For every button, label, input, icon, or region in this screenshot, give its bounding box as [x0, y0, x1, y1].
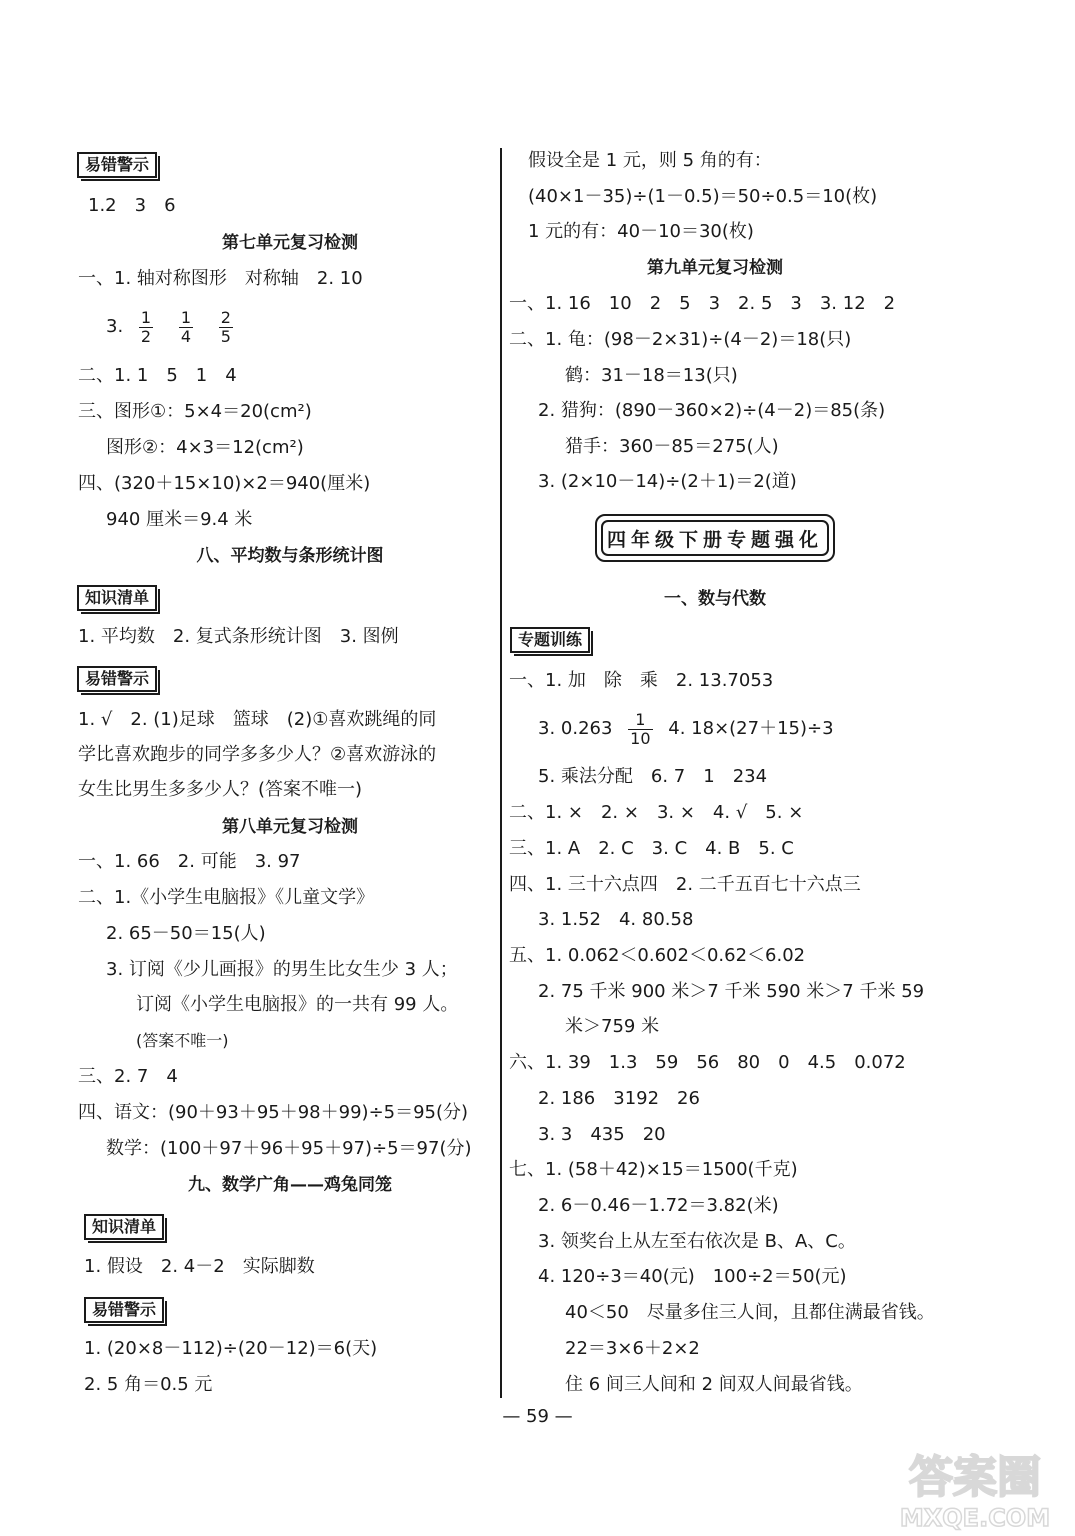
section-banner: [595, 514, 835, 562]
answer-line: 3. 3 435 20: [538, 1124, 666, 1145]
answer-line: 2. 5 角＝0.5 元: [84, 1374, 213, 1395]
section-banner-text: 四年级下册专题强化: [601, 520, 829, 556]
answer-line: 一、1. 轴对称图形 对称轴 2. 10: [78, 268, 363, 289]
answer-line: 四、1. 三十六点四 2. 二千五百七十六点三: [509, 874, 861, 895]
answer-line: 1. √ 2. (1)足球 篮球 (2)①喜欢跳绳的同: [78, 709, 437, 730]
answer-line: 四、(320＋15×10)×2＝940(厘米): [78, 473, 371, 494]
answer-line-fractions: [106, 304, 243, 350]
answer-line: 40＜50 尽量多住三人间，且都住满最省钱。: [565, 1302, 935, 1323]
answer-line: 2. 75 千米 900 米＞7 千米 590 米＞7 千米 59: [538, 981, 925, 1002]
answer-line: 女生比男生多多少人？(答案不唯一): [78, 779, 363, 800]
answer-line: 940 厘米＝9.4 米: [106, 509, 253, 530]
answer-line: 猎手：360－85＝275(人): [565, 436, 779, 457]
answer-line: 1 元的有：40－10＝30(枚): [528, 221, 754, 242]
answer-line: (答案不唯一): [136, 1031, 229, 1050]
answer-line: 2. 65－50＝15(人): [106, 923, 266, 944]
easy-error-label: 易错警示: [77, 666, 157, 692]
answer-line: 4. 120÷3＝40(元) 100÷2＝50(元): [538, 1266, 847, 1287]
answer-line: 三、图形①：5×4＝20(cm²): [78, 401, 312, 422]
answer-line: 鹤：31－18＝13(只): [565, 365, 738, 386]
easy-error-label: 易错警示: [84, 1297, 164, 1323]
answer-line: 图形②：4×3＝12(cm²): [106, 437, 304, 458]
answer-line: 2. 186 3192 26: [538, 1088, 700, 1109]
easy-error-label: 易错警示: [77, 152, 157, 178]
answer-line: 七、1. (58＋42)×15＝1500(千克): [509, 1159, 798, 1180]
answer-line: 订阅《小学生电脑报》的一共有 99 人。: [136, 994, 459, 1015]
answer-line: 假设全是 1 元，则 5 角的有：: [528, 150, 772, 171]
fraction: $\frac{1}{4}$: [180, 307, 192, 346]
answer-line: 1. 平均数 2. 复式条形统计图 3. 图例: [78, 626, 399, 647]
answer-line: 3. (2×10－14)÷(2＋1)＝2(道): [538, 471, 797, 492]
page-number: — 59 —: [502, 1406, 573, 1427]
answer-line: 四、语文：(90＋93＋95＋98＋99)÷5＝95(分): [78, 1102, 469, 1123]
answer-line: 3. 领奖台上从左至右依次是 B、A、C。: [538, 1231, 856, 1252]
answer-line: 三、1. A 2. C 3. C 4. B 5. C: [509, 838, 794, 859]
unit9-title: 第九单元复习检测: [647, 258, 783, 278]
answer-line-fraction: [538, 706, 834, 752]
answer-line: 3. 1.52 4. 80.58: [538, 909, 694, 930]
answer-line: 二、1. 1 5 1 4: [78, 365, 237, 386]
answer-line: 一、1. 加 除 乘 2. 13.7053: [509, 670, 774, 691]
answer-line: 2. 猎狗：(890－360×2)÷(4－2)＝85(条): [538, 400, 886, 421]
answer-line: 1. (20×8－112)÷(20－12)＝6(天): [84, 1338, 378, 1359]
special-training-label: 专题训练: [510, 627, 590, 653]
answer-line: 一、1. 66 2. 可能 3. 97: [78, 851, 301, 872]
fraction: $\frac{1}{2}$: [140, 307, 152, 346]
watermark-logo: [880, 1440, 1070, 1532]
answer-line: 三、2. 7 4: [78, 1066, 178, 1087]
unit7-title: 第七单元复习检测: [222, 233, 358, 253]
knowledge-label: 知识清单: [84, 1214, 164, 1240]
answer-line: 3. 订阅《少儿画报》的男生比女生少 3 人；: [106, 959, 458, 980]
fraction: $\frac{2}{5}$: [220, 307, 231, 346]
unit8-title: 第八单元复习检测: [222, 817, 358, 837]
answer-text: 4. 18×(27＋15)÷3: [668, 718, 834, 739]
chapter8-title: 八、平均数与条形统计图: [196, 546, 384, 566]
answer-line: 米＞759 米: [565, 1016, 660, 1037]
answer-line: 22＝3×6＋2×2: [565, 1338, 700, 1359]
answer-line: 六、1. 39 1.3 59 56 80 0 4.5 0.072: [509, 1052, 906, 1073]
answer-line: 1. 假设 2. 4－2 实际脚数: [84, 1256, 315, 1277]
answer-line: 五、1. 0.062＜0.602＜0.62＜6.02: [509, 945, 806, 966]
answer-line: 2. 6－0.46－1.72＝3.82(米): [538, 1195, 779, 1216]
answer-line: 二、1. 龟：(98－2×31)÷(4－2)＝18(只): [509, 329, 852, 350]
answer-text: 3. 0.263: [538, 718, 613, 739]
fraction: $\frac{1}{10}$: [630, 709, 651, 748]
chapter9-title: 九、数学广角——鸡兔同笼: [188, 1175, 392, 1195]
answer-line: 二、1.《小学生电脑报》《儿童文学》: [78, 887, 375, 908]
answer-line: 5. 乘法分配 6. 7 1 234: [538, 766, 768, 787]
answer-line: 学比喜欢跑步的同学多多少人？②喜欢游泳的: [78, 744, 437, 765]
answer-line: (40×1－35)÷(1－0.5)＝50÷0.5＝10(枚): [528, 186, 878, 207]
answer-line: 1.2 3 6: [88, 195, 176, 216]
answer-line: 二、1. × 2. × 3. × 4. √ 5. ×: [509, 802, 804, 823]
answer-line: 住 6 间三人间和 2 间双人间最省钱。: [565, 1374, 863, 1395]
knowledge-label: 知识清单: [77, 585, 157, 611]
section1-title: 一、数与代数: [664, 589, 766, 609]
answer-line: 一、1. 16 10 2 5 3 2. 5 3 3. 12 2: [509, 293, 896, 314]
column-divider: [500, 148, 502, 1398]
svg-text:答案圈: 答案圈: [909, 1452, 1041, 1503]
answer-line: 数学：(100＋97＋96＋95＋97)÷5＝97(分): [106, 1138, 472, 1159]
svg-text:MXQE.COM: MXQE.COM: [899, 1504, 1051, 1532]
fraction-prefix: 3.: [106, 316, 124, 337]
